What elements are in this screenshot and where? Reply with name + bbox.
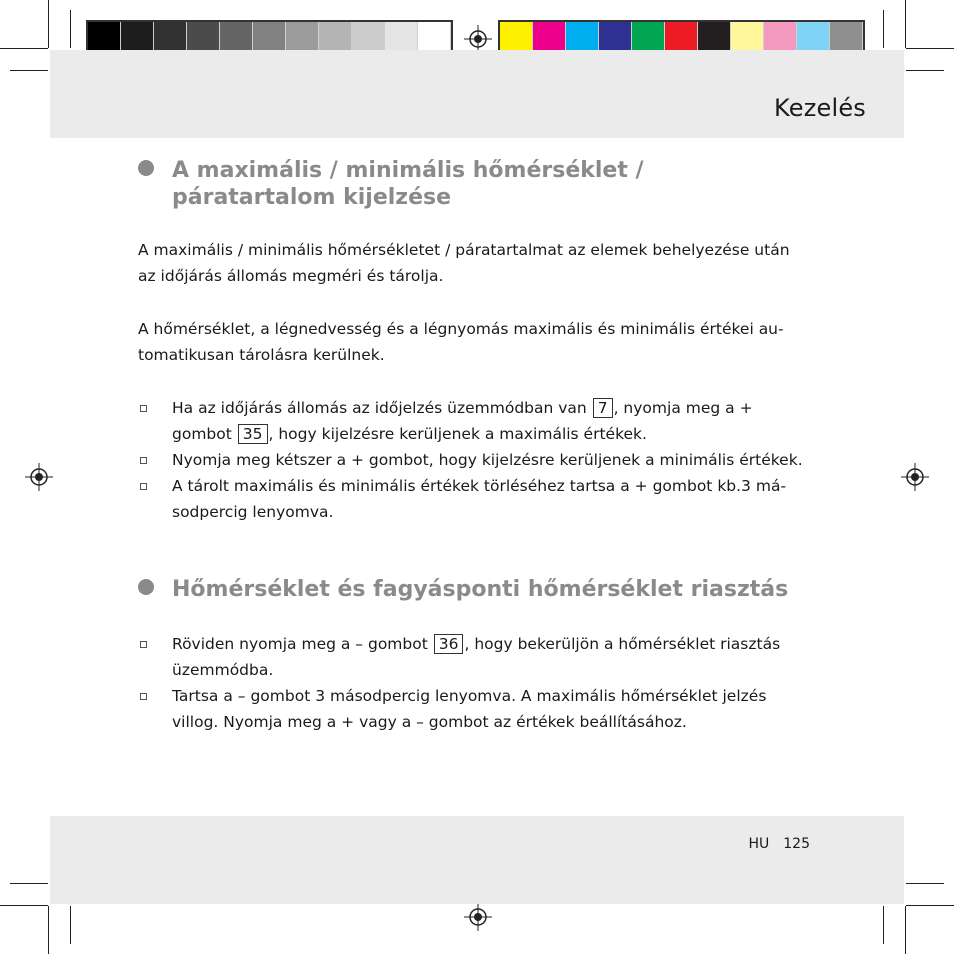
page-title: Kezelés bbox=[773, 94, 866, 122]
registration-mark-icon bbox=[25, 463, 53, 491]
list-item: Nyomja meg kétszer a + gombot, hogy kijelzésre kerüljenek a minimális értékek. bbox=[138, 447, 828, 473]
checkbox-square-icon bbox=[140, 457, 147, 464]
section-bullet-icon bbox=[138, 160, 154, 176]
registration-mark-icon bbox=[464, 903, 492, 931]
page-footer bbox=[748, 836, 810, 852]
crop-mark bbox=[0, 905, 48, 906]
crop-mark bbox=[70, 906, 71, 944]
crop-mark bbox=[883, 10, 884, 48]
registration-mark-icon bbox=[464, 25, 492, 53]
section-heading-temperature-alarm: Hőmérséklet és fagyásponti hőmérséklet riasztás bbox=[138, 576, 838, 603]
list-item: A tárolt maximális és minimális értékek törléséhez tartsa a + gombot kb.3 má- sodpercig lenyomva. bbox=[138, 473, 828, 525]
crop-mark bbox=[70, 10, 71, 48]
checkbox-square-icon bbox=[140, 693, 147, 700]
crop-mark bbox=[906, 48, 954, 49]
crop-mark bbox=[10, 883, 48, 884]
crop-mark bbox=[905, 906, 906, 954]
heading-line: A maximális / minimális hőmérséklet / bbox=[172, 158, 644, 183]
crop-mark bbox=[906, 905, 954, 906]
crop-mark bbox=[906, 883, 944, 884]
registration-mark-icon bbox=[901, 463, 929, 491]
crop-mark bbox=[883, 906, 884, 944]
reference-number: 7 bbox=[593, 398, 613, 418]
list-item: Ha az időjárás állomás az időjelzés üzemmódban van 7 , nyomja meg a + gombot 35 , hogy kijelzésre kerüljenek a maximális értékek. bbox=[138, 395, 828, 447]
section-heading-max-min bbox=[138, 157, 838, 211]
language-code: HU bbox=[748, 836, 770, 852]
section-bullet-icon bbox=[138, 579, 154, 595]
page-number: 125 bbox=[783, 836, 810, 852]
crop-mark bbox=[906, 70, 944, 71]
list-item: Röviden nyomja meg a – gombot 36 , hogy bekerüljön a hőmérséklet riasztás üzemmódba. bbox=[138, 631, 828, 683]
crop-mark bbox=[48, 906, 49, 954]
checkbox-square-icon bbox=[140, 405, 147, 412]
crop-mark bbox=[0, 48, 48, 49]
crop-mark bbox=[48, 0, 49, 48]
reference-number: 35 bbox=[238, 424, 268, 444]
heading-line: páratartalom kijelzése bbox=[172, 185, 452, 210]
paragraph: A hőmérséklet, a légnedvesség és a légnyomás maximális és minimális értékei au- tomatikusan tárolásra kerülnek. bbox=[138, 320, 784, 364]
footer-band bbox=[50, 816, 904, 904]
instruction-list bbox=[138, 395, 828, 525]
checkbox-square-icon bbox=[140, 483, 147, 490]
instruction-list bbox=[138, 631, 828, 735]
reference-number: 36 bbox=[434, 634, 464, 654]
crop-mark bbox=[10, 70, 48, 71]
list-item: Tartsa a – gombot 3 másodpercig lenyomva. A maximális hőmérséklet jelzés villog. Nyomja meg a + vagy a – gombot az értékek beállításához. bbox=[138, 683, 828, 735]
checkbox-square-icon bbox=[140, 641, 147, 648]
crop-mark bbox=[905, 0, 906, 48]
paragraph: A maximális / minimális hőmérsékletet / páratartalmat az elemek behelyezése után az időjárás állomás megméri és tárolja. bbox=[138, 241, 790, 285]
